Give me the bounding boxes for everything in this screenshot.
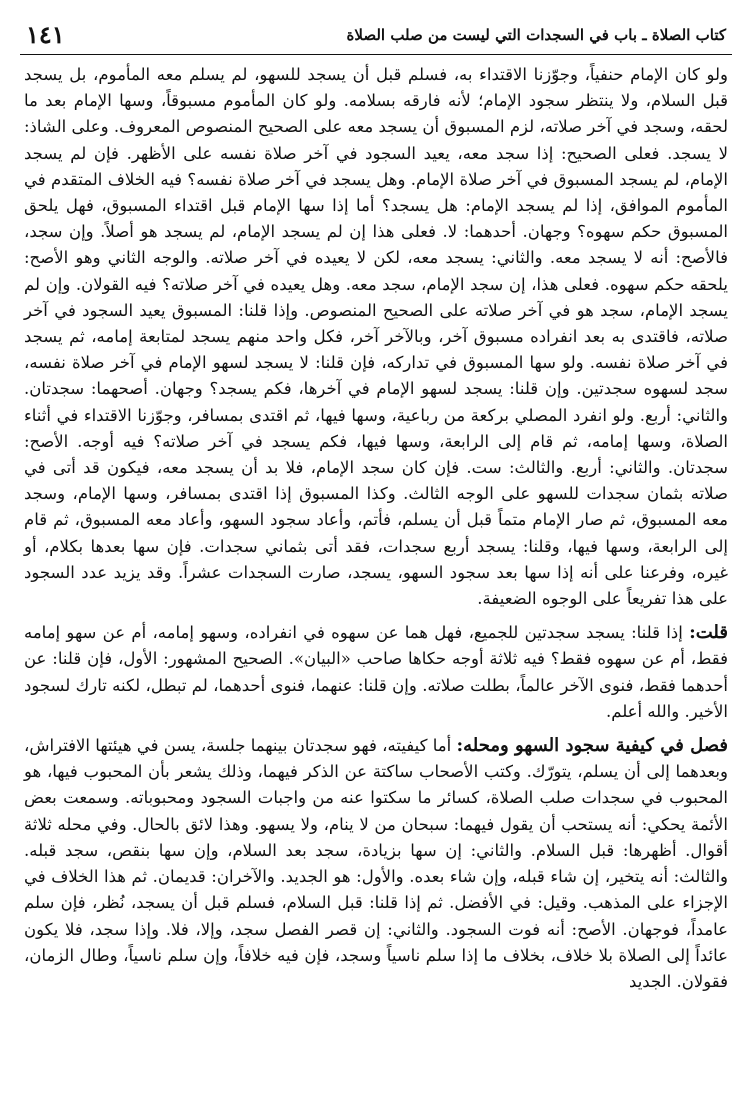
paragraph-1 bbox=[24, 62, 728, 612]
chapter-title: كتاب الصلاة ـ باب في السجدات التي ليست من صلب الصلاة bbox=[346, 26, 726, 44]
paragraph-2-text: إذا قلنا: يسجد سجدتين للجميع، فهل هما عن سهوه في انفراده، وسهو إمامه، أم عن سهو إمامه فقط، أم عن سهوه فقط؟ فيه ثلاثة أوجه حكاها صاحب «البيان». الصحيح المشهور: الأول، فإن قلنا: عن أحدهما فقط، فنوى الآخر عالماً، بطلت صلاته. وإن قلنا: عنهما، فنوى أحدهما، لم تبطل، لكنه تارك لسجود الأخير. والله أعلم. bbox=[24, 623, 728, 721]
paragraph-3-text: أما كيفيته، فهو سجدتان بينهما جلسة، يسن في هيئتها الافتراش، وبعدهما إلى أن يسلم، يتورّك. وكتب الأصحاب ساكتة عن الذكر فيهما، وذلك يشعر بأن المحبوب فيها، هو المحبوب في سجدات صلب الصلاة، كسائر ما سكتوا عنه من واجبات السجود ومحبوباته. وسمعت بعض الأئمة يحكي: أنه يستحب أن يقول فيهما: سبحان من لا ينام، ولا يسهو. وهذا لائق بالحال. وفي محله ثلاثة أقوال. أظهرها: قبل السلام. والثاني: إن سها بزيادة، سجد بعد السلام، وإن سها بنقص، سجد قبله. والثالث: أنه يتخير، إن شاء قبله، وإن شاء بعده. والأول: هو الجديد. والآخران: قديمان. ثم هذا الخلاف في الإجزاء على المذهب. وقيل: في الأفضل. ثم إذا قلنا: قبل السلام، فسلم قبل أن يسجد، نُظر، فإن سلم عامداً، فوجهان. الأصح: أنه فوت السجود. والثاني: إن قصر الفصل سجد، وإلا، فلا. وإذا سجد، فلا يكون عائداً إلى الصلاة بلا خلاف، بخلاف ما إذا سلم ناسياً وسجد، فإن فيه خلافاً، وإن سلم ناسياً، وطال الزمان، فقولان. الجديد bbox=[24, 736, 728, 991]
header-rule bbox=[20, 54, 732, 55]
running-header bbox=[20, 16, 732, 52]
body-text bbox=[24, 62, 728, 995]
paragraph-3 bbox=[24, 733, 728, 995]
page-number: ١٤١ bbox=[26, 20, 65, 49]
section-heading: فصل في كيفية سجود السهو ومحله: bbox=[456, 735, 728, 757]
paragraph-2 bbox=[24, 620, 728, 725]
paragraph-2-lead: قلت: bbox=[689, 622, 728, 644]
paragraph-1-text: ولو كان الإمام حنفياً، وجوّزنا الاقتداء به، فسلم قبل أن يسجد للسهو، لم يسلم معه المأموم، بل يسجد قبل السلام، ولا ينتظر سجود الإمام؛ لأنه فارقه بسلامه. ولو كان المأموم مسبوقاً، وسها الإمام بعد ما لحقه، وسجد في آخر صلاته، لزم المسبوق أن يسجد معه على الصحيح المنصوص المعروف. وعلى الشاذ: لا يسجد. فعلى الصحيح: إذا سجد معه، يعيد السجود في آخر صلاة نفسه على الأظهر. فإن لم يسجد الإمام، لم يسجد المسبوق في آخر صلاة الإمام. وهل يسجد في آخر صلاة نفسه؟ فيه الخلاف المتقدم في المأموم الموافق، إذا لم يسجد الإمام: هل يسجد؟ أما إذا سها الإمام قبل اقتداء المسبوق، فهل يلحق المسبوق حكم سهوه؟ وجهان. أحدهما: لا. فعلى هذا إن لم يسجد الإمام، لم يسجد هو أصلاً. وإن سجد، فالأصح: أنه لا يسجد معه. والثاني: يسجد معه، لكن لا يعيده في آخر صلاته. والوجه الثاني وهو الأصح: يلحقه حكم سهوه. فعلى هذا، إن سجد الإمام، سجد معه. وهل يعيده في آخر صلاته؟ فيه القولان. وإن لم يسجد الإمام، سجد هو في آخر صلاته على الصحيح المنصوص. وإذا قلنا: المسبوق يعيد السجود في آخر صلاته، فاقتدى به بعد انفراده مسبوق آخر، وبالآخر آخر، فكل واحد منهم يسجد لمتابعة إمامه، ثم يسجد في آخر صلاة نفسه. ولو سها المسبوق في تداركه، فإن قلنا: لا يسجد لسهو الإمام في آخر صلاة نفسه، سجد لسهوه سجدتين. وإن قلنا: يسجد لسهو الإمام في آخرها، فكم يسجد؟ وجهان. أصحهما: سجدتان. والثاني: أربع. ولو انفرد المصلي بركعة من رباعية، وسها فيها، ثم اقتدى بمسافر، وجوّزنا الاقتداء في أثناء الصلاة، وسها إمامه، ثم قام إلى الرابعة، وسها فيها، فكم يسجد في آخر صلاته؟ فيه أوجه. الأصح: سجدتان. والثاني: أربع. والثالث: ست. فإن كان سجد الإمام، فلا بد أن يسجد معه، فيكون قد أتى في صلاته بثمان سجدات للسهو على الوجه الثالث. وكذا المسبوق إذا اقتدى بمسافر، وسها الإمام، وسجد معه المسبوق، ثم صار الإمام متماً قبل أن يسلم، فأتم، وأعاد سجود السهو، وأعاد معه المسبوق، ثم قام إلى الرابعة، وسها فيها، وقلنا: يسجد أربع سجدات، فقد أتى بثماني سجدات. فإن سها بعدها بكلام، أو غيره، وفرعنا على أنه إذا سها بعد سجود السهو، يسجد، صارت السجدات عشراً. وقد يزيد عدد السجود على هذا تفريعاً على الوجوه الضعيفة. bbox=[24, 65, 728, 609]
